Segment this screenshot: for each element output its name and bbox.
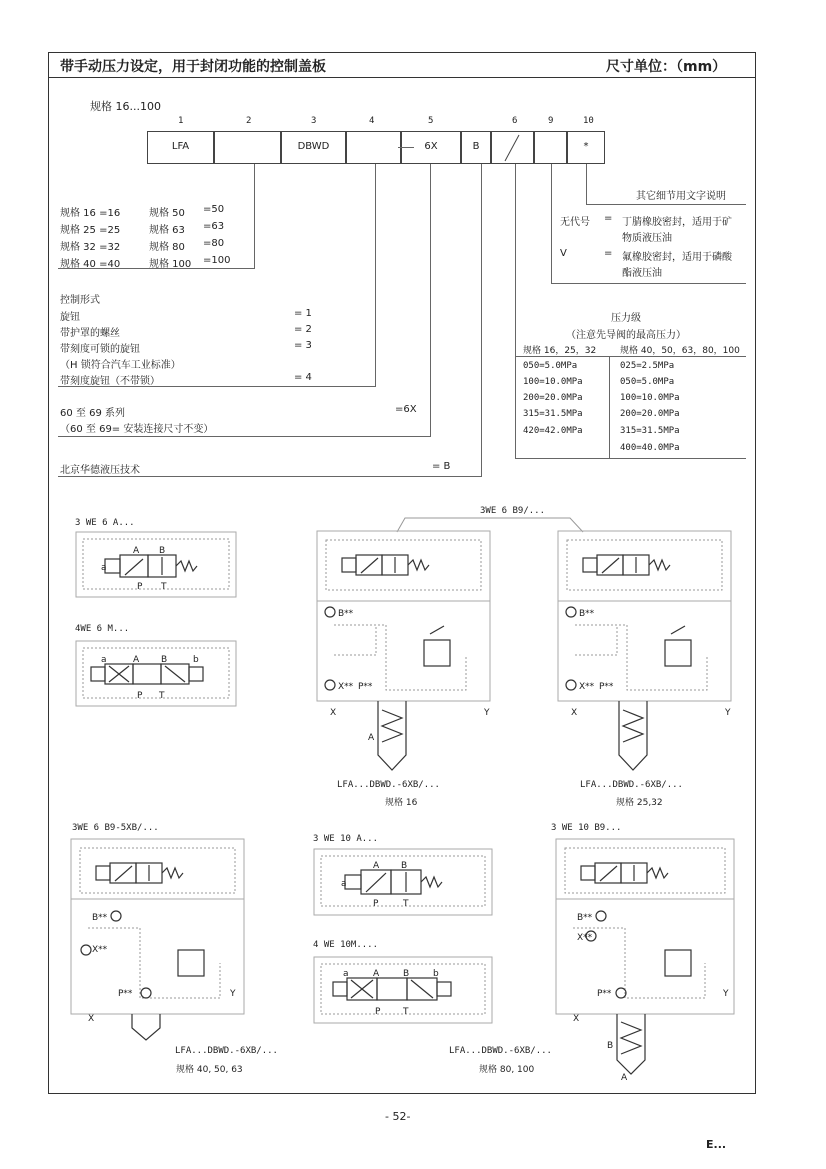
control-value: = 4 bbox=[294, 372, 312, 383]
field-number: 3 bbox=[311, 116, 317, 126]
field-number: 9 bbox=[548, 116, 554, 126]
port-label: a bbox=[343, 969, 349, 979]
port-label: A bbox=[621, 1073, 628, 1083]
table-rule bbox=[609, 356, 610, 458]
field-number: 5 bbox=[428, 116, 434, 126]
diagram-label: 3 WE 10 A... bbox=[313, 834, 379, 844]
seal-desc: 氟橡胶密封，适用于磷酸 bbox=[622, 252, 732, 263]
port-label: P bbox=[137, 691, 143, 701]
size-row: =63 bbox=[203, 221, 225, 232]
pressure-cell: 050=5.0MPa bbox=[523, 361, 578, 371]
pressure-cell: 200=20.0MPa bbox=[620, 409, 680, 419]
field-number: 2 bbox=[246, 116, 252, 126]
diagram-caption: LFA...DBWD.-6XB/... bbox=[337, 780, 440, 790]
code-field-1: LFA bbox=[147, 131, 214, 164]
diagram-caption: 规格 40, 50, 63 bbox=[176, 1065, 243, 1075]
port-label: b bbox=[433, 969, 439, 979]
diagram-caption: LFA...DBWD.-6XB/... bbox=[580, 780, 683, 790]
control-row: 带刻度旋钮（不带锁） bbox=[60, 376, 160, 387]
field-number: 10 bbox=[583, 116, 594, 126]
valve-diagram-3we6a bbox=[75, 531, 237, 598]
size-row: =100 bbox=[203, 255, 231, 266]
seal-eq: = bbox=[604, 248, 613, 259]
diagram-label: 4WE 6 M... bbox=[75, 624, 130, 634]
port-label: P bbox=[373, 899, 379, 909]
leader-line bbox=[430, 164, 431, 436]
pressure-cell: 400=40.0MPa bbox=[620, 443, 680, 453]
port-label: B bbox=[607, 1041, 614, 1051]
table-rule bbox=[515, 458, 746, 459]
control-value: = 1 bbox=[294, 308, 312, 319]
pressure-cell: 025=2.5MPa bbox=[620, 361, 675, 371]
pressure-cell: 315=31.5MPa bbox=[620, 426, 680, 436]
diagram-caption: LFA...DBWD.-6XB/... bbox=[449, 1046, 552, 1056]
port-label: A bbox=[373, 861, 380, 871]
dash-separator bbox=[398, 147, 414, 148]
header-divider bbox=[48, 77, 756, 78]
port-label: P bbox=[375, 1007, 381, 1017]
port-label: X bbox=[571, 708, 578, 718]
size-row: =50 bbox=[203, 204, 225, 215]
size-row: 规格 50 bbox=[149, 208, 185, 219]
port-label: Y bbox=[230, 989, 236, 999]
seal-desc: 酯液压油 bbox=[622, 268, 662, 279]
series-value: =6X bbox=[395, 404, 417, 415]
diagram-caption: LFA...DBWD.-6XB/... bbox=[175, 1046, 278, 1056]
port-label: P** bbox=[358, 682, 373, 692]
port-label: X** bbox=[338, 682, 354, 692]
size-row: 规格 40 =40 bbox=[60, 259, 121, 270]
leader-line bbox=[58, 476, 482, 477]
port-label: P** bbox=[118, 989, 133, 999]
port-label: B bbox=[403, 969, 410, 979]
maker-label: 北京华德液压技术 bbox=[60, 465, 140, 476]
diagram-caption: 规格 16 bbox=[385, 798, 418, 808]
port-label: A bbox=[133, 655, 140, 665]
maker-value: = B bbox=[432, 461, 451, 472]
port-label: B bbox=[159, 546, 166, 556]
pressure-cell: 100=10.0MPa bbox=[620, 393, 680, 403]
control-heading: 控制形式 bbox=[60, 295, 100, 306]
slash-mark bbox=[491, 131, 534, 164]
control-row: （H 锁符合汽车工业标准） bbox=[60, 360, 181, 371]
seal-code: 无代号 bbox=[560, 217, 590, 228]
field-number: 6 bbox=[512, 116, 518, 126]
size-row: 规格 16 =16 bbox=[60, 208, 121, 219]
table-rule bbox=[515, 356, 746, 357]
series-label: 60 至 69 系列 bbox=[60, 408, 125, 419]
size-row: 规格 80 bbox=[149, 242, 185, 253]
field-number: 4 bbox=[369, 116, 375, 126]
field-number: 1 bbox=[178, 116, 184, 126]
code-field-2 bbox=[214, 131, 281, 164]
port-label: B** bbox=[338, 609, 354, 619]
port-label: a bbox=[101, 563, 107, 573]
port-label: P bbox=[137, 582, 143, 592]
code-field-3: DBWD bbox=[281, 131, 346, 164]
port-label: Y bbox=[484, 708, 490, 718]
pressure-col1-head: 规格 16，25，32 bbox=[523, 346, 597, 356]
code-field-4 bbox=[346, 131, 401, 164]
cover-diagram-size25-32 bbox=[557, 530, 732, 775]
diagram-label: 3 WE 6 A... bbox=[75, 518, 135, 528]
seal-desc: 丁腈橡胶密封，适用于矿 bbox=[622, 217, 732, 228]
pressure-cell: 100=10.0MPa bbox=[523, 377, 583, 387]
valve-diagram-4we10m bbox=[313, 956, 493, 1024]
leader-line bbox=[551, 164, 552, 283]
port-label: B** bbox=[579, 609, 595, 619]
port-label: B bbox=[401, 861, 408, 871]
seal-code: V bbox=[560, 248, 567, 259]
diagram-label: 4 WE 10M.... bbox=[313, 940, 379, 950]
pressure-cell: 315=31.5MPa bbox=[523, 409, 583, 419]
leader-line bbox=[515, 164, 516, 458]
control-row: 带护罩的螺丝 bbox=[60, 328, 120, 339]
cover-diagram-size16 bbox=[316, 530, 491, 775]
port-label: Y bbox=[723, 989, 729, 999]
port-label: A bbox=[368, 733, 375, 743]
diagram-caption: 规格 80, 100 bbox=[479, 1065, 535, 1075]
port-label: T bbox=[161, 582, 167, 592]
corner-mark: E... bbox=[706, 1138, 727, 1151]
leader-line bbox=[481, 164, 482, 476]
port-label: a bbox=[341, 879, 347, 889]
port-label: P** bbox=[597, 989, 612, 999]
control-row: 带刻度可锁的旋钮 bbox=[60, 344, 140, 355]
pressure-cell: 200=20.0MPa bbox=[523, 393, 583, 403]
seal-eq: = bbox=[604, 213, 613, 224]
port-label: X** bbox=[92, 945, 108, 955]
port-label: B** bbox=[92, 913, 108, 923]
leader-line bbox=[586, 204, 746, 205]
leader-line bbox=[551, 283, 746, 284]
port-label: X** bbox=[579, 682, 595, 692]
diagram-label: 3 WE 10 B9... bbox=[551, 823, 622, 833]
port-label: A bbox=[133, 546, 140, 556]
page-title: 带手动压力设定，用于封闭功能的控制盖板 bbox=[60, 59, 326, 75]
port-label: X** bbox=[577, 933, 593, 943]
leader-line bbox=[58, 436, 431, 437]
control-value: = 3 bbox=[294, 340, 312, 351]
size-row: 规格 32 =32 bbox=[60, 242, 121, 253]
page-number: - 52- bbox=[385, 1110, 411, 1123]
pressure-cell: 050=5.0MPa bbox=[620, 377, 675, 387]
diagram-label: 3WE 6 B9-5XB/... bbox=[72, 823, 159, 833]
code-field-9b bbox=[534, 131, 567, 164]
code-field-6: B bbox=[461, 131, 491, 164]
size-row: =80 bbox=[203, 238, 225, 249]
code-field-5: 6X bbox=[401, 131, 461, 164]
size-range-label: 规格 16...100 bbox=[90, 100, 161, 113]
port-label: B** bbox=[577, 913, 593, 923]
port-label: Y bbox=[725, 708, 731, 718]
diagram-caption: 规格 25,32 bbox=[616, 798, 663, 808]
port-label: P** bbox=[599, 682, 614, 692]
pressure-cell: 420=42.0MPa bbox=[523, 426, 583, 436]
diagram-label: 3WE 6 B9/... bbox=[480, 506, 546, 516]
port-label: X bbox=[573, 1014, 580, 1024]
port-label: B bbox=[161, 655, 168, 665]
size-row: 规格 100 bbox=[149, 259, 192, 270]
port-label: a bbox=[101, 655, 107, 665]
leader-line bbox=[586, 164, 587, 204]
valve-diagram-4we6m bbox=[75, 640, 237, 707]
size-row: 规格 25 =25 bbox=[60, 225, 121, 236]
port-label: T bbox=[403, 1007, 409, 1017]
code-field-10: * bbox=[567, 131, 605, 164]
seal-desc: 物质液压油 bbox=[622, 233, 672, 244]
pressure-col2-head: 规格 40，50，63，80，100 bbox=[620, 346, 740, 356]
size-row: 规格 63 bbox=[149, 225, 185, 236]
port-label: X bbox=[330, 708, 337, 718]
leader-line bbox=[375, 164, 376, 386]
port-label: X bbox=[88, 1014, 95, 1024]
cover-diagram-size40-63 bbox=[70, 838, 245, 1043]
pressure-title: 压力级 bbox=[611, 313, 641, 324]
series-note: （60 至 69= 安装连接尺寸不变） bbox=[60, 424, 214, 435]
valve-diagram-3we10a bbox=[313, 848, 493, 916]
port-label: T bbox=[159, 691, 165, 701]
control-value: = 2 bbox=[294, 324, 312, 335]
cover-diagram-size80-100 bbox=[555, 838, 735, 1083]
control-row: 旋钮 bbox=[60, 312, 80, 323]
port-label: A bbox=[373, 969, 380, 979]
port-label: T bbox=[403, 899, 409, 909]
other-details-label: 其它细节用文字说明 bbox=[636, 191, 726, 202]
leader-line bbox=[254, 164, 255, 268]
unit-label: 尺寸单位：（mm） bbox=[606, 59, 727, 75]
port-label: b bbox=[193, 655, 199, 665]
pressure-subtitle: （注意先导阀的最高压力） bbox=[566, 330, 686, 341]
